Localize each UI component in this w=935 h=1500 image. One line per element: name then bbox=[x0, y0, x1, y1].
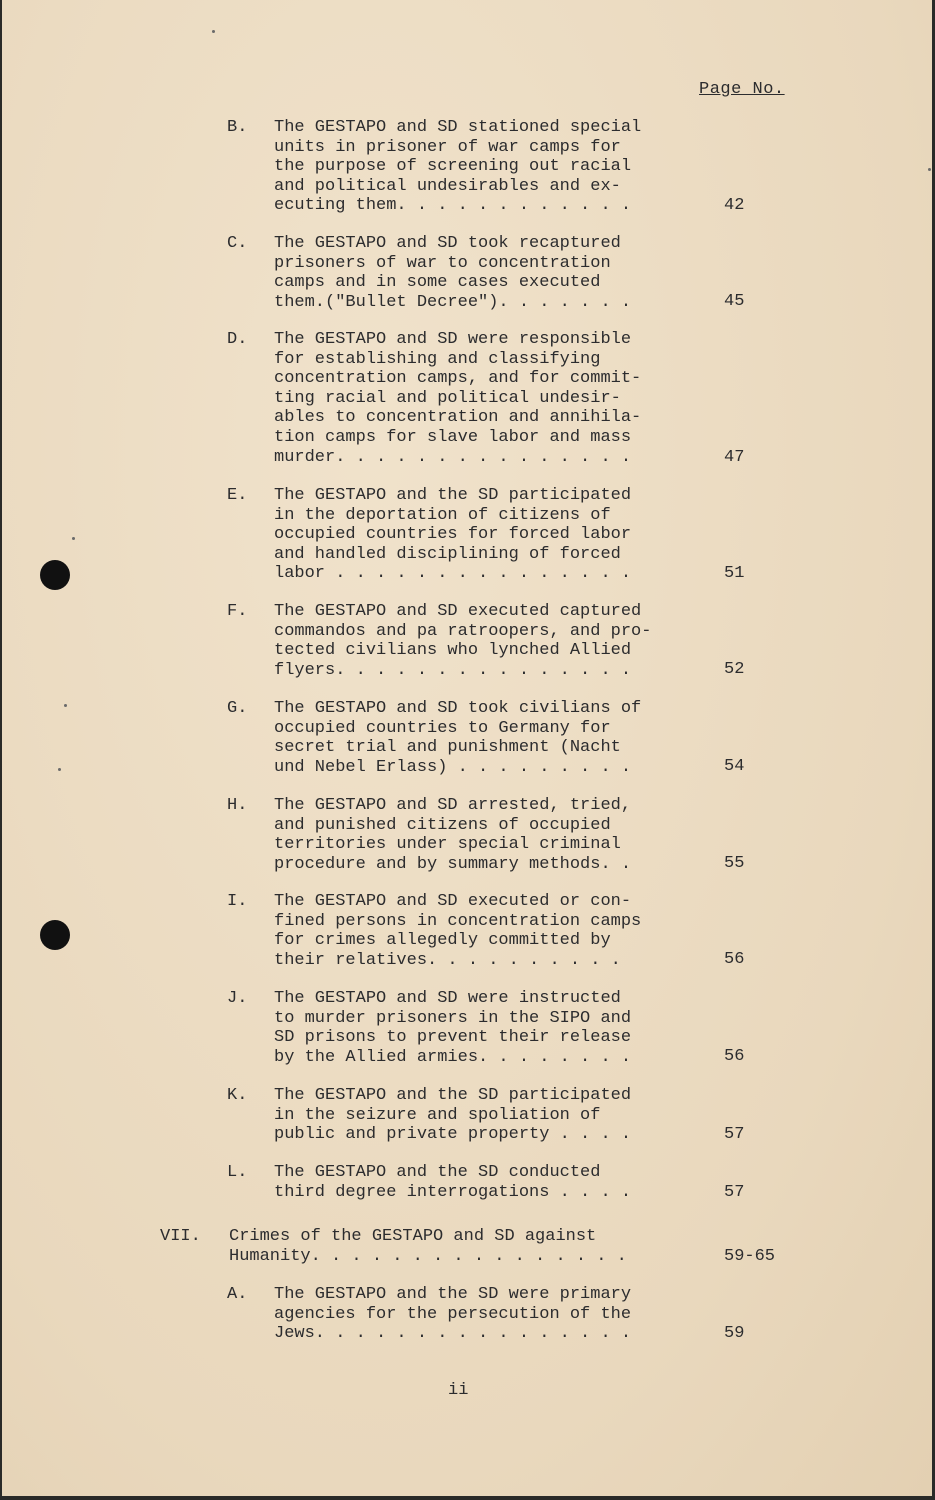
entry-text: The GESTAPO and SD took recaptured prisoners of war to concentration camps and in some cases executed them.("Bullet Decree"). . . . . . . bbox=[274, 234, 632, 312]
entry-page: 55 bbox=[724, 854, 745, 873]
entry-letter: H. bbox=[227, 796, 248, 815]
page-footer-number: ii bbox=[448, 1381, 469, 1400]
entry-text: The GESTAPO and SD executed or con- fined persons in concentration camps for crimes allegedly committed by their relatives. . . . . . . . . . bbox=[274, 892, 642, 970]
entry-text: The GESTAPO and SD were instructed to murder prisoners in the SIPO and SD prisons to prevent their release by the Allied armies. . . . . . . . bbox=[274, 989, 632, 1067]
entry-text: The GESTAPO and SD executed captured commandos and pa ratroopers, and pro- tected civilians who lynched Allied flyers. . . . . . . . . . . . . . . bbox=[274, 602, 652, 680]
entry-letter: I. bbox=[227, 892, 248, 911]
entry-text: The GESTAPO and SD arrested, tried, and punished citizens of occupied territories under special criminal procedure and by summary methods. . bbox=[274, 796, 632, 874]
entry-text: The GESTAPO and SD were responsible for establishing and classifying concentration camps, and for commit- ting racial and political undesir- ables to concentration and annihila- tion camps for slave labor and mass murder. . . . . . . . . . . . . . . bbox=[274, 330, 642, 467]
entry-letter: E. bbox=[227, 486, 248, 505]
paper-speck bbox=[928, 168, 931, 171]
entry-page: 52 bbox=[724, 660, 745, 679]
entry-letter: D. bbox=[227, 330, 248, 349]
entry-text: The GESTAPO and SD stationed special units in prisoner of war camps for the purpose of screening out racial and political undesirables and ex- ecuting them. . . . . . . . . . . . bbox=[274, 118, 642, 216]
entry-letter: F. bbox=[227, 602, 248, 621]
entry-letter: J. bbox=[227, 989, 248, 1008]
entry-page: 47 bbox=[724, 448, 745, 467]
paper-speck bbox=[72, 537, 75, 540]
entry-letter: A. bbox=[227, 1285, 248, 1304]
punch-hole bbox=[40, 920, 70, 950]
entry-letter: B. bbox=[227, 118, 248, 137]
entry-letter: G. bbox=[227, 699, 248, 718]
entry-page: 56 bbox=[724, 950, 745, 969]
entry-text: The GESTAPO and the SD were primary agencies for the persecution of the Jews. . . . . . . . . . . . . . . . bbox=[274, 1285, 632, 1344]
entry-text: The GESTAPO and the SD participated in the deportation of citizens of occupied countries for forced labor and handled disciplining of forced labor . . . . . . . . . . . . . . . bbox=[274, 486, 632, 584]
entry-page: 59 bbox=[724, 1324, 745, 1343]
entry-letter: C. bbox=[227, 234, 248, 253]
entry-letter: L. bbox=[227, 1163, 248, 1182]
entry-letter: K. bbox=[227, 1086, 248, 1105]
entry-page: 42 bbox=[724, 196, 745, 215]
entry-text: The GESTAPO and the SD participated in the seizure and spoliation of public and private property . . . . bbox=[274, 1086, 632, 1145]
entry-page: 56 bbox=[724, 1047, 745, 1066]
paper-speck bbox=[212, 30, 215, 33]
section-numeral: VII. bbox=[160, 1227, 201, 1246]
punch-hole bbox=[40, 560, 70, 590]
entry-page: 57 bbox=[724, 1125, 745, 1144]
entry-page: 57 bbox=[724, 1183, 745, 1202]
section-text: Crimes of the GESTAPO and SD against Humanity. . . . . . . . . . . . . . . . bbox=[229, 1227, 627, 1266]
entry-page: 51 bbox=[724, 564, 745, 583]
page-no-header: Page No. bbox=[699, 80, 785, 99]
entry-page: 54 bbox=[724, 757, 745, 776]
entry-page: 45 bbox=[724, 292, 745, 311]
entry-text: The GESTAPO and SD took civilians of occupied countries to Germany for secret trial and punishment (Nacht und Nebel Erlass) . . . . . . . . . bbox=[274, 699, 642, 777]
entry-text: The GESTAPO and the SD conducted third degree interrogations . . . . bbox=[274, 1163, 632, 1202]
paper-speck bbox=[64, 704, 67, 707]
document-page bbox=[2, 0, 932, 1496]
paper-speck bbox=[58, 768, 61, 771]
section-page: 59-65 bbox=[724, 1247, 776, 1266]
